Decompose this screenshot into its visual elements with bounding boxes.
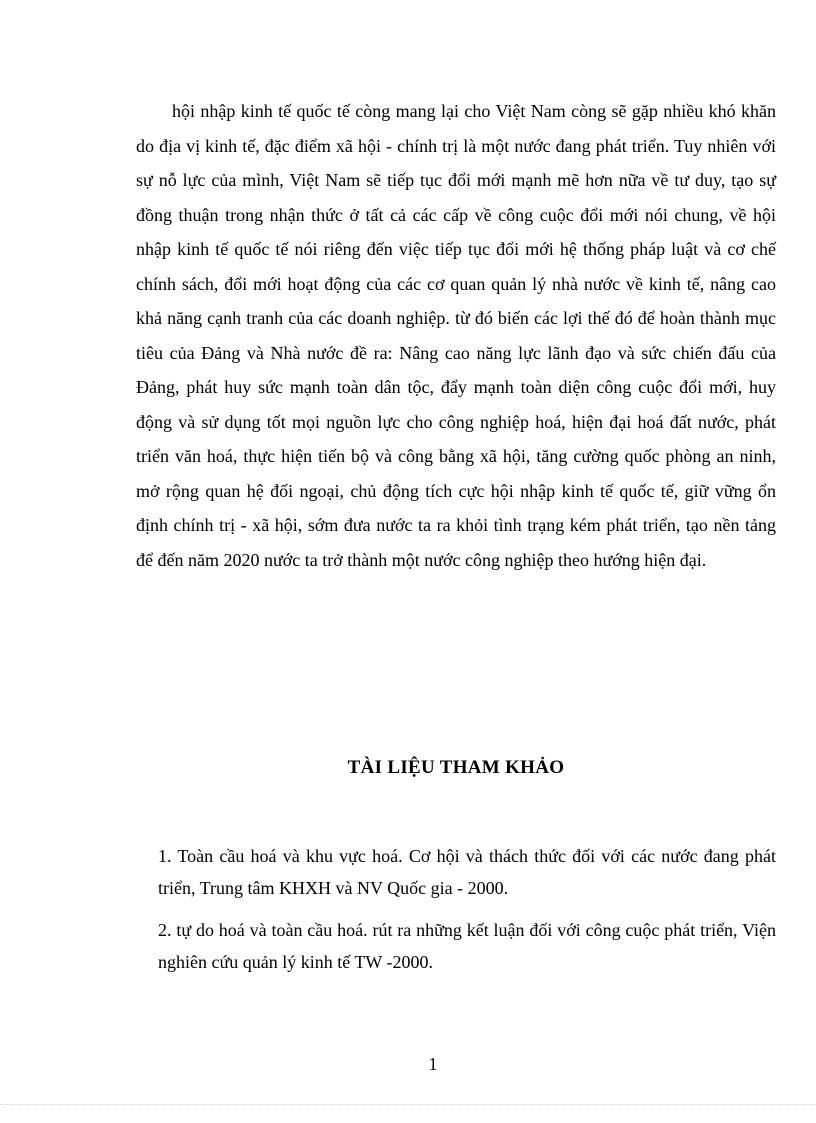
- references-title: TÀI LIỆU THAM KHẢO: [347, 757, 565, 778]
- body-paragraph: [136, 94, 776, 577]
- page-bottom-rule: [0, 1104, 816, 1105]
- page-number: 1: [428, 1054, 438, 1074]
- body-paragraph-text: hội nhập kinh tế quốc tế còng mang lại cho Việt Nam còng sẽ gặp nhiều khó khăn do địa vị kinh tế, đặc điểm xã hội - chính trị là một nước đang phát triển. Tuy nhiên với sự nỗ lực của mình, Việt Nam sẽ tiếp tục đổi mới mạnh mẽ hơn nữa về tư duy, tạo sự đồng thuận trong nhận thức ở tất cả các cấp về công cuộc đổi mới nói chung, về hội nhập kinh tế quốc tế nói riêng đến việc tiếp tục đổi mới hệ thống pháp luật và cơ chế chính sách, đổi mới hoạt động của các cơ quan quản lý nhà nước về kinh tế, nâng cao khả năng cạnh tranh của các doanh nghiệp. từ đó biến các lợi thế đó để hoàn thành mục tiêu của Đảng và Nhà nước đề ra: Nâng cao năng lực lãnh đạo và sức chiến đấu của Đảng, phát huy sức mạnh toàn dân tộc, đẩy mạnh toàn diện công cuộc đổi mới, huy động và sử dụng tốt mọi nguồn lực cho công nghiệp hoá, hiện đại hoá đất nước, phát triển văn hoá, thực hiện tiến bộ và công bằng xã hội, tăng cường quốc phòng an ninh, mở rộng quan hệ đối ngoại, chủ động tích cực hội nhập kinh tế quốc tế, giữ vững ổn định chính trị - xã hội, sớm đưa nước ta ra khỏi tình trạng kém phát triển, tạo nền tảng để đến năm 2020 nước ta trở thành một nước công nghiệp theo hướng hiện đại.: [136, 101, 776, 570]
- reference-item: 2. tự do hoá và toàn cầu hoá. rút ra những kết luận đối với công cuộc phát triển, Viện nghiên cứu quản lý kinh tế TW -2000.: [158, 920, 776, 972]
- reference-item: 1. Toàn cầu hoá và khu vực hoá. Cơ hội và thách thức đối với các nước đang phát triển, Trung tâm KHXH và NV Quốc gia - 2000.: [158, 846, 776, 898]
- references-list: [158, 840, 776, 988]
